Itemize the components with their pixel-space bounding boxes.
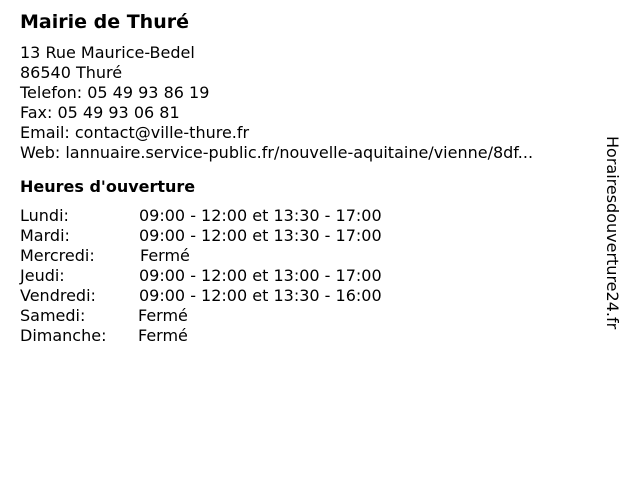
city-postal: 86540 Thuré bbox=[20, 63, 123, 82]
day-hours: 09:00 - 12:00 et 13:30 - 17:00 bbox=[139, 226, 382, 245]
business-name: Mairie de Thuré bbox=[20, 11, 189, 33]
fax-number: 05 49 93 06 81 bbox=[57, 103, 180, 122]
hours-title: Heures d'ouverture bbox=[20, 177, 196, 196]
phone-label: Telefon: bbox=[20, 83, 88, 102]
hours-row-lundi bbox=[20, 206, 600, 226]
day-hours: 09:00 - 12:00 et 13:30 - 17:00 bbox=[139, 206, 382, 225]
day-hours: 09:00 - 12:00 et 13:00 - 17:00 bbox=[139, 266, 382, 285]
web-label: Web: bbox=[20, 143, 66, 162]
day-label: Mardi: bbox=[20, 226, 70, 245]
hours-row-dimanche bbox=[20, 326, 600, 346]
hours-row-mercredi bbox=[20, 246, 600, 266]
email-label: Email: bbox=[20, 123, 75, 142]
phone-line bbox=[20, 83, 600, 103]
day-hours: Fermé bbox=[140, 246, 190, 265]
hours-row-jeudi bbox=[20, 266, 600, 286]
day-label: Mercredi: bbox=[20, 246, 95, 265]
day-label: Dimanche: bbox=[20, 326, 107, 345]
street-address: 13 Rue Maurice-Bedel bbox=[20, 43, 195, 62]
email-address: contact@ville-thure.fr bbox=[74, 123, 250, 142]
web-url: lannuaire.service-public.fr/nouvelle-aquitaine/vienne/8df... bbox=[65, 143, 534, 162]
business-card bbox=[20, 8, 600, 346]
fax-line bbox=[20, 103, 600, 123]
web-line bbox=[20, 143, 600, 163]
fax-label: Fax: bbox=[20, 103, 58, 122]
day-hours: Fermé bbox=[138, 306, 188, 325]
hours-row-mardi bbox=[20, 226, 600, 246]
day-label: Jeudi: bbox=[20, 266, 65, 285]
hours-row-vendredi bbox=[20, 286, 600, 306]
day-label: Vendredi: bbox=[20, 286, 96, 305]
brand-watermark: Horairesdouverture24.fr bbox=[603, 136, 622, 330]
day-label: Lundi: bbox=[20, 206, 69, 225]
day-label: Samedi: bbox=[20, 306, 86, 325]
day-hours: 09:00 - 12:00 et 13:30 - 16:00 bbox=[139, 286, 382, 305]
hours-row-samedi bbox=[20, 306, 600, 326]
email-line bbox=[20, 123, 600, 143]
day-hours: Fermé bbox=[138, 326, 188, 345]
phone-number: 05 49 93 86 19 bbox=[87, 83, 210, 102]
